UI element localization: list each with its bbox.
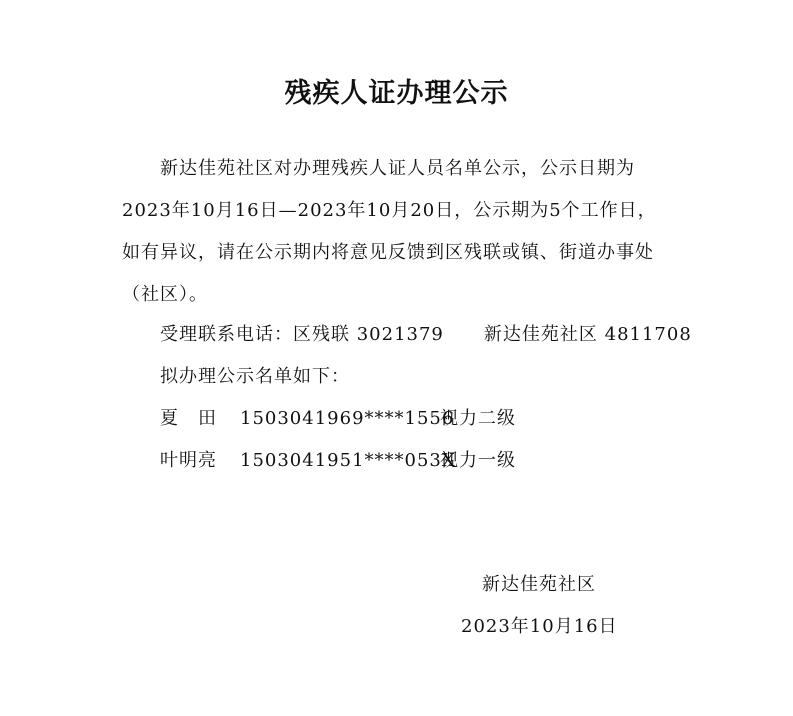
applicant-name: 夏 田 [160,408,217,429]
applicant-disability: 视力一级 [440,450,516,471]
applicant-disability: 视力二级 [440,408,516,429]
list-intro: 拟办理公示名单如下： [160,366,350,387]
applicant-name: 叶明亮 [160,450,217,471]
signature-date: 2023年10月16日 [461,616,618,637]
contact-label: 受理联系电话： [160,324,293,345]
contact-district-federation: 区残联 3021379 [293,324,444,345]
applicant-row [160,446,516,476]
contact-line [160,320,692,350]
page-title: 残疾人证办理公示 [284,78,509,109]
contact-community: 新达佳苑社区 4811708 [483,324,692,345]
applicant-id-number: 1503041951****053X [240,450,456,471]
announcement-body: 新达佳苑社区对办理残疾人证人员名单公示，公示日期为2023年10月16日—2023年10月20日，公示期为5个工作日，如有异议，请在公示期内将意见反馈到区残联或镇、街道办事处（社区）。 [122,158,657,305]
signature-organization: 新达佳苑社区 [482,574,596,595]
applicant-row [160,404,516,434]
applicant-id-number: 1503041969****1556 [240,408,455,429]
